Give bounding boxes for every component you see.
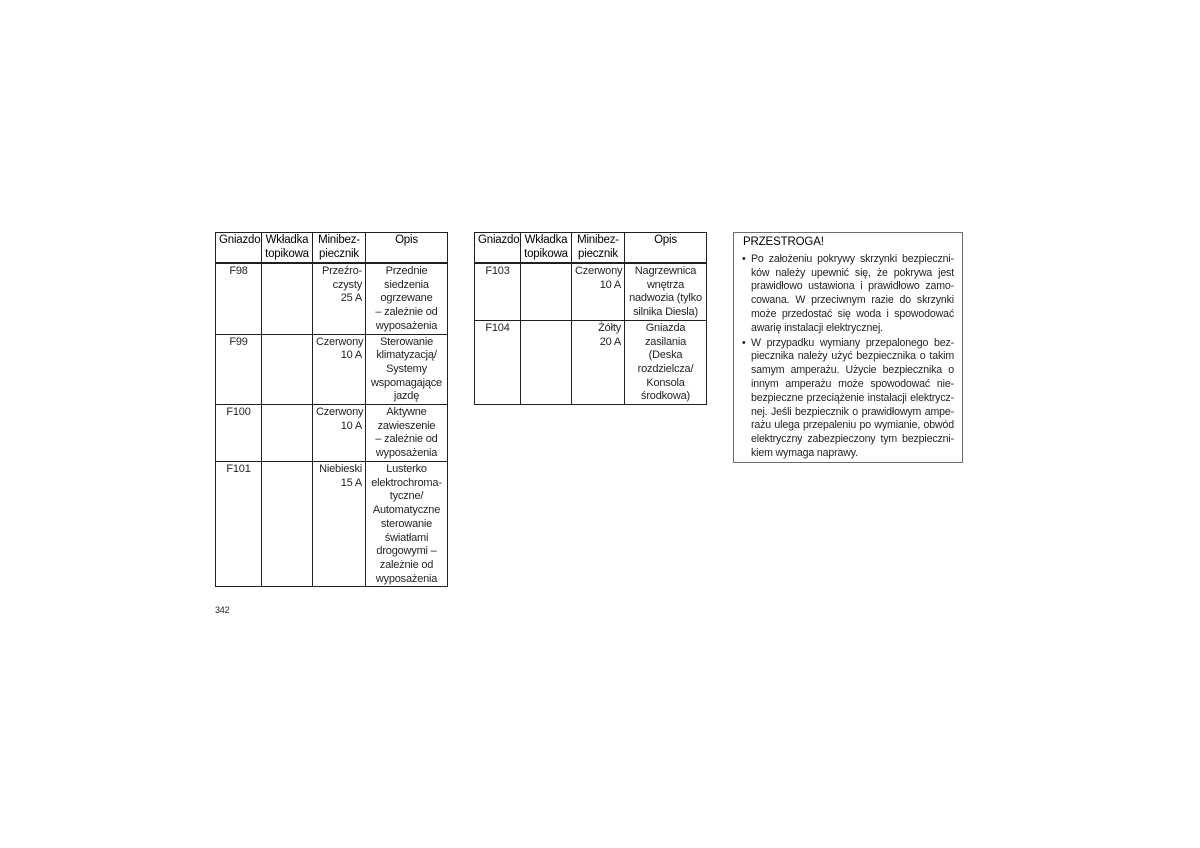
fuse-insert-cell (262, 334, 313, 405)
header-description: Opis (366, 233, 448, 264)
caution-title: PRZESTROGA! (743, 236, 824, 248)
header-socket: Gniazdo (475, 233, 521, 264)
caution-list (742, 253, 954, 461)
fuse-insert-cell (521, 263, 572, 320)
socket-cell: F100 (216, 405, 262, 462)
table-row (216, 405, 448, 462)
description-cell: Nagrzewnica wnętrza nadwozia (tylko silnika Diesla) (625, 263, 707, 320)
bullet-icon: • (742, 336, 746, 349)
caution-item (742, 337, 954, 461)
socket-cell: F99 (216, 334, 262, 405)
caution-item-text: Po założeniu pokrywy skrzynki bezpieczni-ków należy upewnić się, że pokrywa jest prawidłowo ustawiona i prawidłowo zamo-cowana. W przeciwnym razie do skrzynki może przedostać się woda i spowodować awarię instalacji elektrycznej. (751, 252, 954, 334)
table-header-row (475, 233, 707, 264)
table-row (475, 320, 707, 404)
fuse-insert-cell (262, 263, 313, 334)
header-description: Opis (625, 233, 707, 264)
table-row (216, 263, 448, 334)
mini-fuse-cell: Czerwony 10 A (313, 405, 366, 462)
socket-cell: F103 (475, 263, 521, 320)
fuse-table-left (215, 232, 448, 587)
caution-box (733, 232, 963, 463)
caution-item (742, 253, 954, 336)
description-cell: Lusterko elektrochroma- tyczne/ Automatyczne sterowanie światłami drogowymi – zależnie od wyposażenia (366, 462, 448, 587)
mini-fuse-cell: Żółty 20 A (572, 320, 625, 404)
page-number: 342 (215, 605, 230, 615)
fuse-insert-cell (262, 462, 313, 587)
mini-fuse-cell: Czerwony 10 A (313, 334, 366, 405)
table-row (216, 462, 448, 587)
header-fuse-insert: Wkładka topikowa (262, 233, 313, 264)
fuse-insert-cell (262, 405, 313, 462)
mini-fuse-cell: Czerwony 10 A (572, 263, 625, 320)
description-cell: Sterowanie klimatyzacją/ Systemy wspomagające jazdę (366, 334, 448, 405)
header-mini-fuse: Minibez- piecznik (313, 233, 366, 264)
bullet-icon: • (742, 252, 746, 265)
socket-cell: F98 (216, 263, 262, 334)
mini-fuse-cell: Przeźro- czysty 25 A (313, 263, 366, 334)
table-header-row (216, 233, 448, 264)
description-cell: Przednie siedzenia ogrzewane – zależnie od wyposażenia (366, 263, 448, 334)
caution-item-text: W przypadku wymiany przepalonego bez-piecznika należy użyć bezpiecznika o takim samym amperażu. Użycie bezpiecznika o innym amperażu może spowodować nie-bezpieczne przeciążenie instalacji elektrycz-nej. Jeśli bezpiecznik o prawidłowym ampe-rażu ulega przepaleniu po wymianie, obwód elektryczny zabezpieczony tym bezpieczni-kiem wymaga naprawy. (751, 336, 954, 459)
table-row (216, 334, 448, 405)
mini-fuse-cell: Niebieski 15 A (313, 462, 366, 587)
table-row (475, 263, 707, 320)
header-socket: Gniazdo (216, 233, 262, 264)
description-cell: Aktywne zawieszenie – zależnie od wyposażenia (366, 405, 448, 462)
header-mini-fuse: Minibez- piecznik (572, 233, 625, 264)
socket-cell: F101 (216, 462, 262, 587)
fuse-table-right (474, 232, 707, 405)
fuse-insert-cell (521, 320, 572, 404)
header-fuse-insert: Wkładka topikowa (521, 233, 572, 264)
socket-cell: F104 (475, 320, 521, 404)
description-cell: Gniazda zasilania (Deska rozdzielcza/ Konsola środkowa) (625, 320, 707, 404)
